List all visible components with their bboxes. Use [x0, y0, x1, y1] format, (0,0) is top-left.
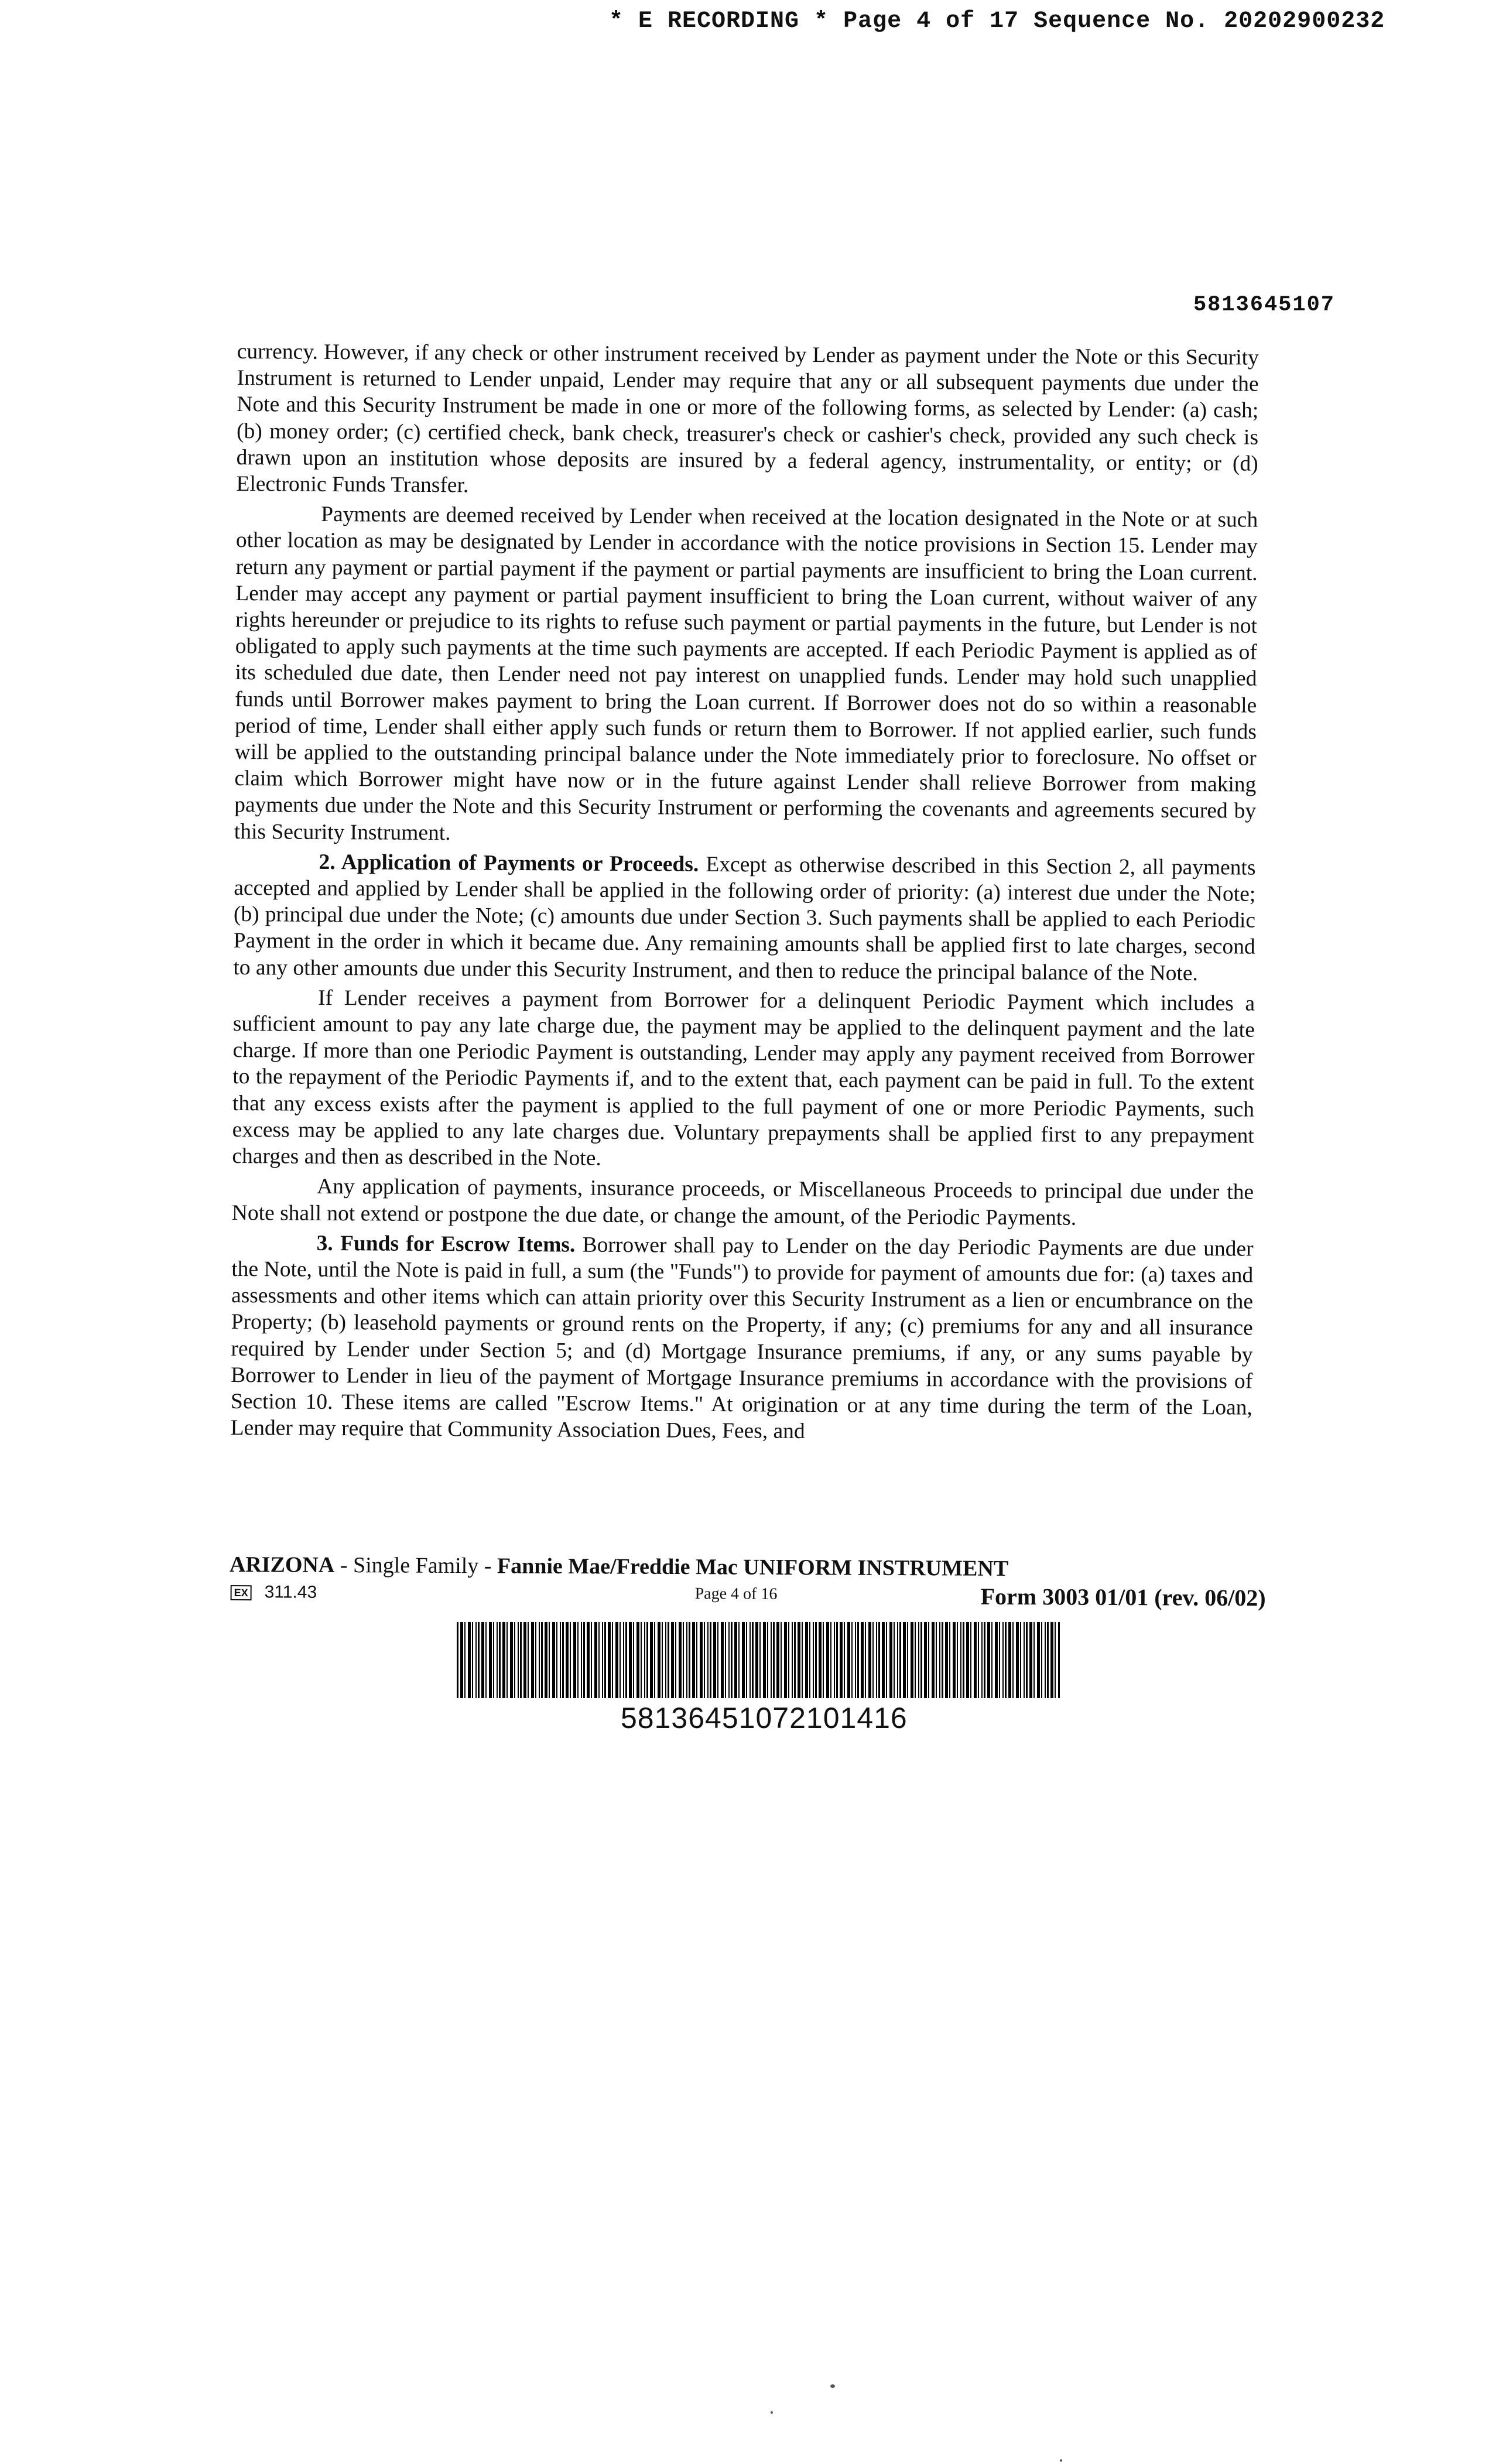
form-code: EX 311.43 — [231, 1582, 317, 1603]
form-number: Form 3003 01/01 (rev. 06/02) — [980, 1583, 1266, 1611]
footer-instrument: Fannie Mae/Freddie Mac UNIFORM INSTRUMENT — [497, 1553, 1009, 1581]
document-body — [230, 338, 1259, 1451]
section-2-heading: 2. Application of Payments or Proceeds. — [319, 850, 699, 877]
footer-page-number: Page 4 of 16 — [694, 1585, 778, 1603]
section-2 — [233, 848, 1255, 987]
footer-family: Single Family — [352, 1553, 479, 1579]
ex-logo-icon: EX — [231, 1585, 252, 1600]
section-3 — [230, 1230, 1253, 1447]
section-3-text: Borrower shall pay to Lender on the day Periodic Payments are due under the Note, until the Note is paid in full, a sum (the "Funds") to provide for payment of amounts due for: (a) taxes and assessments and other items which can attain priority over this Security Instrument as a lien or encumbrance on the Property; (b) leasehold payments or ground rents on the Property, if any; (c) premiums for any and all insurance required by Lender under Section 5; and (d) Mortgage Insurance premiums, if any, or any sums payable by Borrower to Lender in lieu of the payment of Mortgage Insurance premiums in accordance with the provisions of Section 10. These items are called "Escrow Items." At origination or at any time during the term of the Loan, Lender may require that Community Association Dues, Fees, and — [230, 1233, 1254, 1444]
footer-state: ARIZONA — [229, 1552, 335, 1577]
paragraph-payments-received: Payments are deemed received by Lender when received at the location designated in the Note or at such other location as may be designated by Lender in accordance with the notice provisions in Section 15. Lender may return any payment or partial payment if the payment or partial payments are insufficient to bring the Loan current. Lender may accept any payment or partial payment insufficient to bring the Loan current, without waiver of any rights hereunder or prejudice to its rights to refuse such payment or partial payments in the future, but Lender is not obligated to apply such payments at the time such payments are accepted. If each Periodic Payment is applied as of its scheduled due date, then Lender need not pay interest on unapplied funds. Lender may hold such unapplied funds until Borrower makes payment to bring the Loan current. If Borrower does not do so within a reasonable period of time, Lender shall either apply such funds or return them to Borrower. If not applied earlier, such funds will be applied to the outstanding principal balance under the Note immediately prior to foreclosure. No offset or claim which Borrower might have now or in the future against Lender shall relieve Borrower from making payments due under the Note and this Security Instrument or performing the covenants and agreements secured by this Security Instrument. — [234, 502, 1258, 845]
barcode-number: 58136451072101416 — [621, 1702, 908, 1734]
recording-stamp: * E RECORDING * Page 4 of 17 Sequence No. 20202900232 — [609, 8, 1385, 35]
loan-number: 5813645107 — [1193, 293, 1335, 317]
paragraph-currency: currency. However, if any check or other instrument received by Lender as payment under the Note or this Security Instrument is returned to Lender unpaid, Lender may require that any or all subsequent payments due under the Note and this Security Instrument be made in one or more of the following forms, as selected by Lender: (a) cash; (b) money order; (c) certified check, bank check, treasurer's check or cashier's check, provided any such check is drawn upon an institution whose deposits are insured by a federal agency, instrumentality, or entity; or (d) Electronic Funds Transfer. — [236, 339, 1259, 498]
barcode-icon — [457, 1622, 1060, 1698]
scan-speck — [830, 2384, 835, 2388]
footer-title: ARIZONA - Single Family - Fannie Mae/Freddie Mac UNIFORM INSTRUMENT — [229, 1552, 1009, 1581]
scan-speck — [771, 2411, 773, 2414]
paragraph-delinquent-payment: If Lender receives a payment from Borrower for a delinquent Periodic Payment which includes a sufficient amount to pay any late charge due, the payment may be applied to the delinquent payment and the late charge. If more than one Periodic Payment is outstanding, Lender may apply any payment received from Borrower to the repayment of the Periodic Payments if, and to the extent that, each payment can be paid in full. To the extent that any excess exists after the payment is applied to the full payment of one or more Periodic Payments, such excess may be applied to any late charges due. Voluntary prepayments shall be applied first to any prepayment charges and then as described in the Note. — [232, 985, 1255, 1171]
paragraph-application-of-payments: Any application of payments, insurance proceeds, or Miscellaneous Proceeds to principal due under the Note shall not extend or postpone the due date, or change the amount, of the Periodic Payments. — [231, 1175, 1254, 1230]
section-3-heading: 3. Funds for Escrow Items. — [316, 1231, 576, 1257]
section-2-text: Except as otherwise described in this Section 2, all payments accepted and applied by Lender shall be applied in the following order of priority: (a) interest due under the Note; (b) principal due under the Note; (c) amounts due under Section 3. Such payments shall be applied to each Periodic Payment in the order in which it became due. Any remaining amounts shall be applied first to late charges, second to any other amounts due under this Security Instrument, and then to reduce the principal balance of the Note. — [233, 852, 1256, 985]
form-footer — [229, 1552, 1266, 1619]
scan-speck — [1060, 2459, 1062, 2462]
